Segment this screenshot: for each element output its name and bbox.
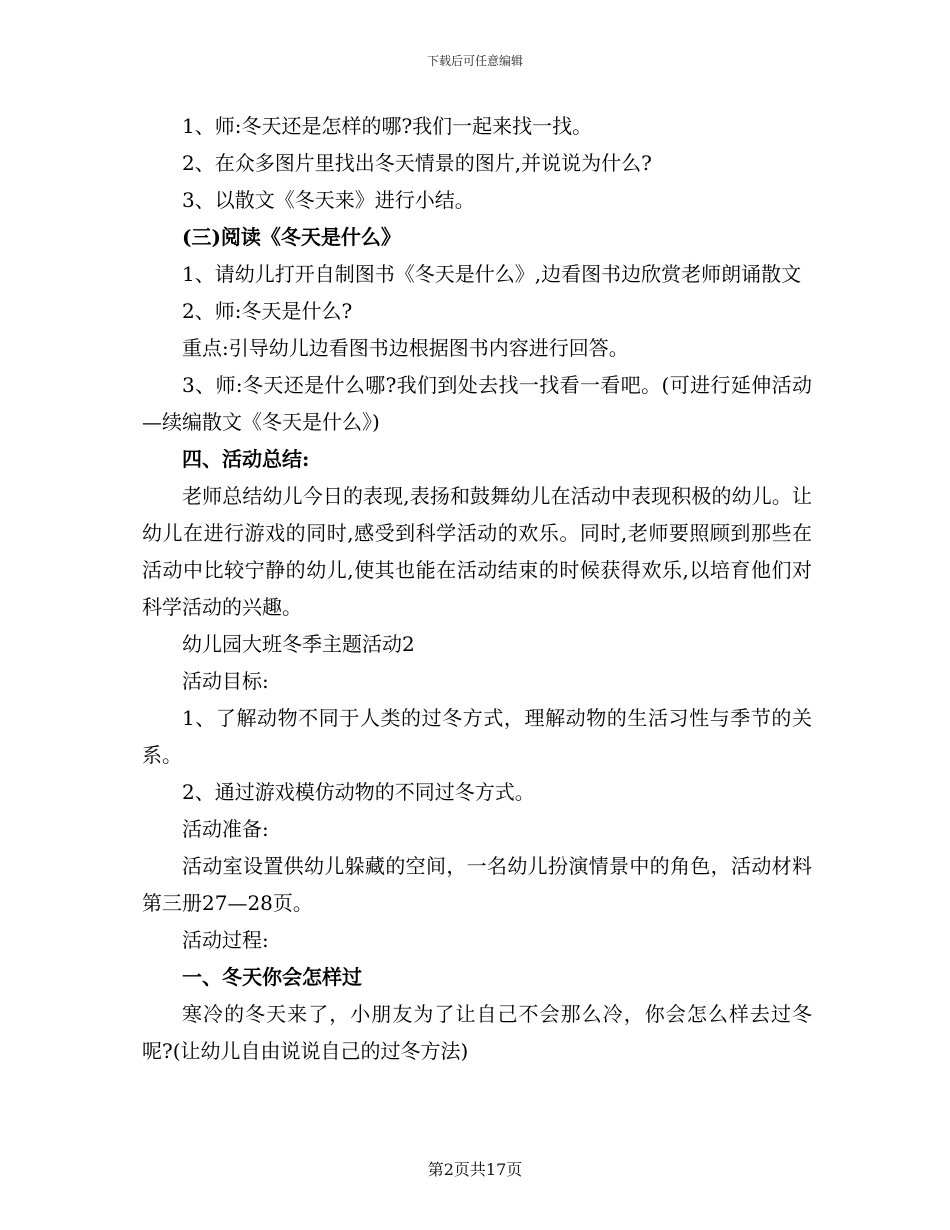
document-body: [142, 108, 812, 1070]
section-heading-summary: 四、活动总结:: [182, 447, 310, 471]
paragraph-1: 1、师:冬天还是怎样的哪?我们一起来找一找。: [182, 114, 593, 138]
paragraph-13: 1、了解动物不同于人类的过冬方式，理解动物的生活习性与季节的关系。: [142, 706, 812, 767]
paragraph-19: 寒冷的冬天来了，小朋友为了让自己不会那么冷，你会怎么样去过冬呢?(让幼儿自由说说自己的过冬方法): [142, 1002, 812, 1063]
paragraph-10: 老师总结幼儿今日的表现,表扬和鼓舞幼儿在活动中表现积极的幼儿。让幼儿在进行游戏的同时,感受到科学活动的欢乐。同时,老师要照顾到那些在活动中比较宁静的幼儿,使其也能在活动结束的时候获得欢乐,以培育他们对科学活动的兴趣。: [142, 484, 812, 619]
page-header: 下载后可任意编辑: [426, 54, 523, 68]
paragraph-14: 2、通过游戏模仿动物的不同过冬方式。: [182, 780, 535, 804]
section-heading-winter: 一、冬天你会怎样过: [182, 965, 362, 989]
paragraph-7: 重点:引导幼儿边看图书边根据图书内容进行回答。: [182, 336, 629, 360]
paragraph-17: 活动过程:: [182, 928, 269, 952]
paragraph-8: 3、师:冬天还是什么哪?我们到处去找一找看一看吧。(可进行延伸活动—续编散文《冬天是什么》): [142, 373, 812, 434]
paragraph-15: 活动准备:: [182, 817, 269, 841]
paragraph-3: 3、以散文《冬天来》进行小结。: [182, 188, 475, 212]
paragraph-12: 活动目标:: [182, 669, 269, 693]
paragraph-5: 1、请幼儿打开自制图书《冬天是什么》,边看图书边欣赏老师朗诵散文: [182, 262, 802, 286]
paragraph-16: 活动室设置供幼儿躲藏的空间，一名幼儿扮演情景中的角色，活动材料第三册27—28页。: [142, 854, 812, 915]
paragraph-2: 2、在众多图片里找出冬天情景的图片,并说说为什么?: [182, 151, 652, 175]
paragraph-11: 幼儿园大班冬季主题活动2: [182, 632, 415, 656]
page-footer: 第2页共17页: [427, 1160, 523, 1179]
section-heading-reading: (三)阅读《冬天是什么》: [182, 225, 401, 249]
paragraph-6: 2、师:冬天是什么?: [182, 299, 353, 323]
